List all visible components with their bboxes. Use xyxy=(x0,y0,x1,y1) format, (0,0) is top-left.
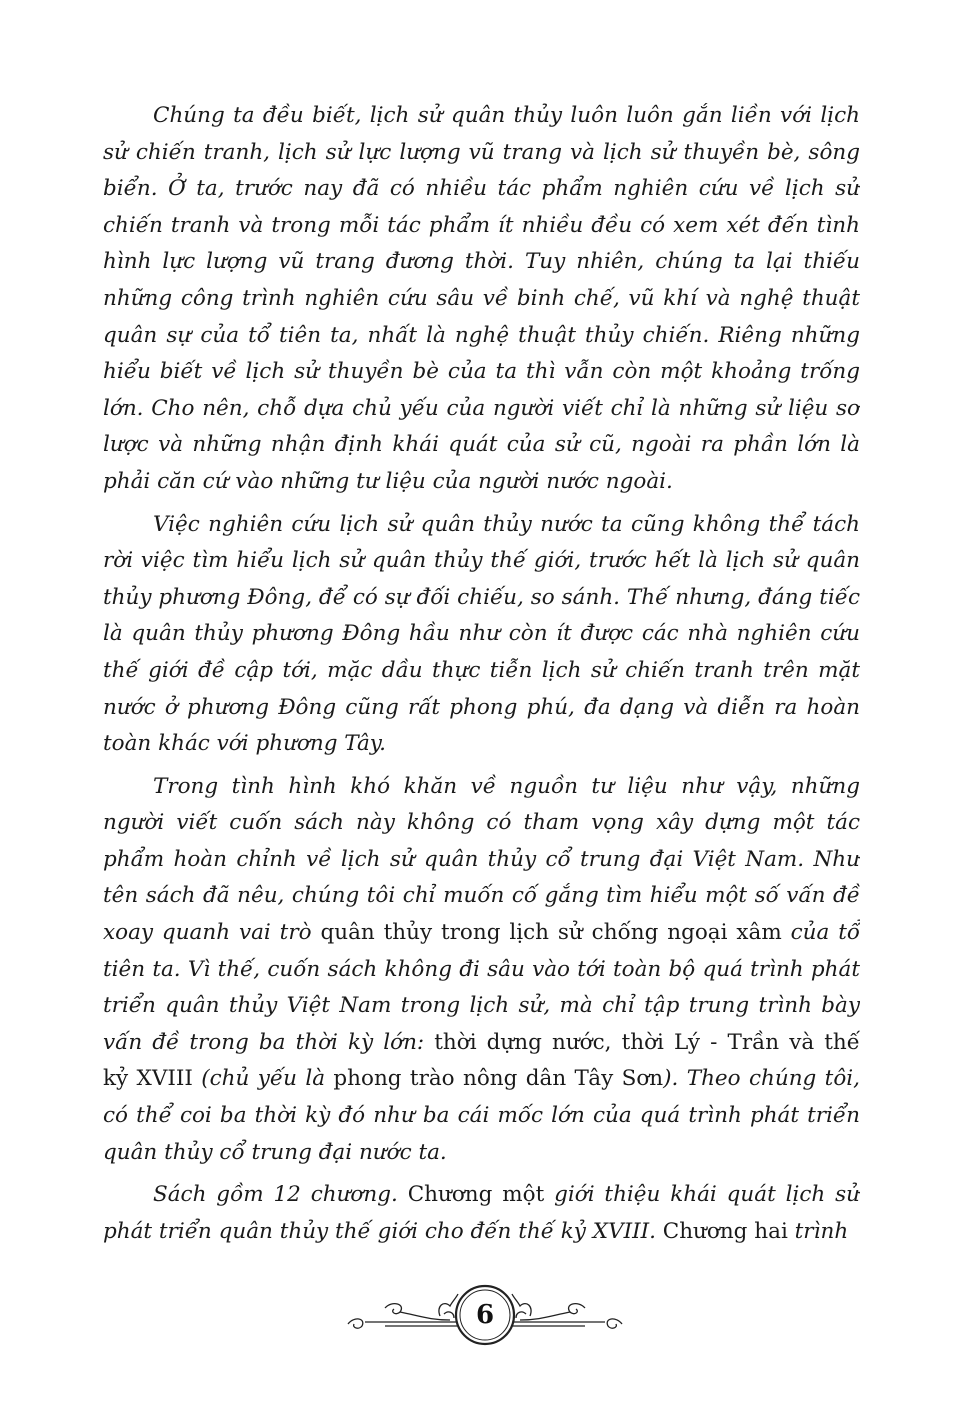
italic-text: trình xyxy=(794,1218,849,1244)
text-line xyxy=(103,805,860,842)
regular-text: phong trào nông dân Tây Sơn xyxy=(333,1066,664,1092)
text-line xyxy=(103,690,860,727)
italic-text: Chúng ta đều biết, lịch sử quân thủy luôn luôn gắn liền với lịch xyxy=(153,103,860,128)
italic-text: biển. Ở ta, trước nay đã có nhiều tác phẩm nghiên cứu về lịch sử xyxy=(103,176,860,202)
text-line xyxy=(103,318,860,355)
paragraph xyxy=(103,507,860,763)
italic-text: chiến tranh và trong mỗi tác phẩm ít nhiều đều có xem xét đến tình xyxy=(103,212,860,238)
text-line xyxy=(103,507,860,544)
italic-text: rời việc tìm hiểu lịch sử quân thủy thế giới, trước hết là lịch sử quân xyxy=(103,548,860,574)
text-line xyxy=(103,427,860,464)
paragraph xyxy=(103,769,860,1172)
text-line xyxy=(103,726,860,763)
italic-text: có thể coi ba thời kỳ đó như ba cái mốc lớn của quá trình phát triển xyxy=(103,1103,860,1129)
text-line xyxy=(103,135,860,172)
italic-text: Sách gồm 12 chương. xyxy=(153,1182,408,1208)
regular-text: kỷ XVIII xyxy=(103,1066,202,1092)
text-line xyxy=(103,878,860,915)
text-line xyxy=(103,244,860,281)
text-line xyxy=(103,98,860,135)
paragraph xyxy=(103,98,860,501)
italic-text: thế giới đề cập tới, mặc dầu thực tiễn lịch sử chiến tranh trên mặt xyxy=(103,657,860,683)
italic-text: là quân thủy phương Đông hầu như còn ít được các nhà nghiên cứu xyxy=(103,621,860,647)
text-line xyxy=(103,915,860,952)
text-line xyxy=(103,988,860,1025)
italic-text: Việc nghiên cứu lịch sử quân thủy nước ta cũng không thể tách xyxy=(153,511,860,537)
italic-text: những công trình nghiên cứu sâu về binh chế, vũ khí và nghệ thuật xyxy=(103,285,860,311)
text-line xyxy=(103,1098,860,1135)
italic-text: của tổ xyxy=(790,920,860,946)
regular-text: Chương hai xyxy=(662,1218,795,1244)
text-line xyxy=(103,653,860,690)
italic-text: tên sách đã nêu, chúng tôi chỉ muốn cố gắng tìm hiểu một số vấn đề xyxy=(103,883,860,909)
italic-text: giới thiệu khái quát lịch sử xyxy=(554,1182,860,1208)
regular-text: thời dựng nước, thời Lý - Trần và thế xyxy=(434,1029,860,1055)
text-line xyxy=(103,1061,860,1098)
italic-text: hình lực lượng vũ trang đương thời. Tuy nhiên, chúng ta lại thiếu xyxy=(103,249,860,275)
italic-text: ). Theo chúng tôi, xyxy=(663,1066,860,1092)
regular-text: Chương một xyxy=(407,1182,555,1208)
body-text xyxy=(103,98,860,1256)
text-line xyxy=(103,464,860,501)
text-line xyxy=(103,616,860,653)
text-line xyxy=(103,208,860,245)
italic-text: (chủ yếu là xyxy=(201,1066,334,1092)
italic-text: hiểu biết về lịch sử thuyền bè của ta thì vẫn còn một khoảng trống xyxy=(103,359,860,385)
text-line xyxy=(103,171,860,208)
italic-text: toàn khác với phương Tây. xyxy=(103,731,386,757)
italic-text: phát triển quân thủy thế giới cho đến thế kỷ XVIII. xyxy=(103,1218,663,1244)
text-line xyxy=(103,1135,860,1172)
text-line xyxy=(103,1177,860,1214)
text-line xyxy=(103,952,860,989)
italic-text: xoay quanh vai trò xyxy=(103,920,321,946)
text-line xyxy=(103,281,860,318)
italic-text: phẩm hoàn chỉnh về lịch sử quân thủy cổ trung đại Việt Nam. Như xyxy=(103,846,860,872)
text-line xyxy=(103,354,860,391)
italic-text: sử chiến tranh, lịch sử lực lượng vũ trang và lịch sử thuyền bè, sông xyxy=(103,139,860,165)
italic-text: nước ở phương Đông cũng rất phong phú, đa dạng và diễn ra hoàn xyxy=(103,694,860,720)
italic-text: lớn. Cho nên, chỗ dựa chủ yếu của người viết chỉ là những sử liệu sơ xyxy=(103,395,860,421)
regular-text: quân thủy trong lịch sử chống ngoại xâm xyxy=(320,920,791,946)
italic-text: thủy phương Đông, để có sự đối chiếu, so sánh. Thế nhưng, đáng tiếc xyxy=(103,584,860,610)
text-line xyxy=(103,580,860,617)
italic-text: Trong tình hình khó khăn về nguồn tư liệu như vậy, những xyxy=(153,773,860,799)
italic-text: lược và những nhận định khái quát của sử cũ, ngoài ra phần lớn là xyxy=(103,432,860,458)
italic-text: tiên ta. Vì thế, cuốn sách không đi sâu vào tới toàn bộ quá trình phát xyxy=(103,956,860,982)
text-line xyxy=(103,1214,860,1251)
italic-text: phải căn cứ vào những tư liệu của người nước ngoài. xyxy=(103,468,673,494)
text-line xyxy=(103,543,860,580)
paragraph xyxy=(103,1177,860,1250)
italic-text: người viết cuốn sách này không có tham vọng xây dựng một tác xyxy=(103,810,860,836)
page-footer xyxy=(340,1280,630,1350)
italic-text: triển quân thủy Việt Nam trong lịch sử, mà chỉ tập trung trình bày xyxy=(103,993,860,1019)
text-line xyxy=(103,391,860,428)
italic-text: quân sự của tổ tiên ta, nhất là nghệ thuật thủy chiến. Riêng những xyxy=(103,322,860,348)
text-line xyxy=(103,769,860,806)
text-line xyxy=(103,1025,860,1062)
italic-text: quân thủy cổ trung đại nước ta. xyxy=(103,1139,447,1165)
page-number: 6 xyxy=(475,1300,495,1330)
italic-text: vấn đề trong ba thời kỳ lớn: xyxy=(103,1029,435,1055)
text-line xyxy=(103,842,860,879)
